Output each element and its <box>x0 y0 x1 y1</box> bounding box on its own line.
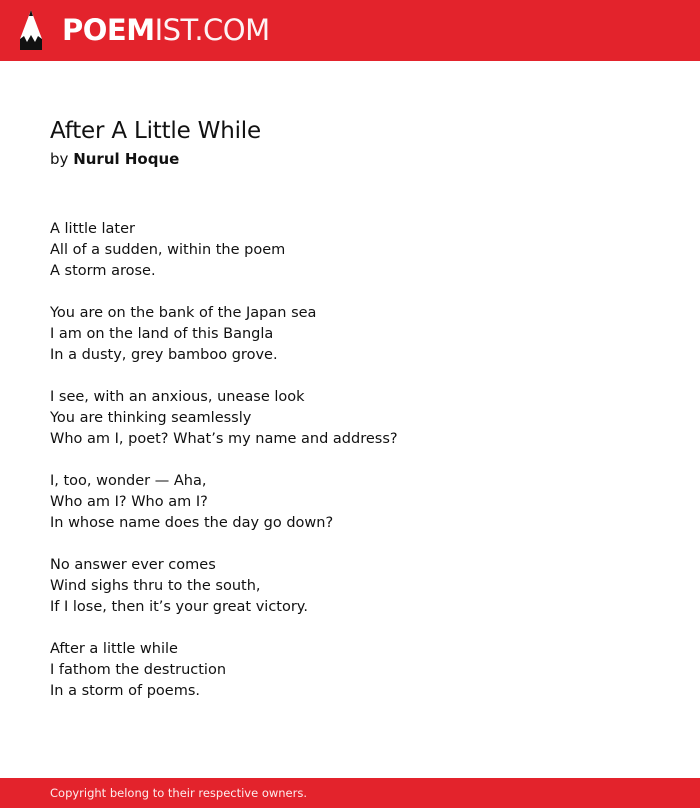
poem-line: I see, with an anxious, unease look <box>50 389 305 405</box>
poem-line: A storm arose. <box>50 263 156 279</box>
poem-line: You are thinking seamlessly <box>50 410 252 426</box>
stanza <box>50 219 650 282</box>
site-footer <box>0 778 700 808</box>
stanza <box>50 471 650 534</box>
poem-line: You are on the bank of the Japan sea <box>50 305 317 321</box>
poem-line: All of a sudden, within the poem <box>50 242 286 258</box>
poem-line: Who am I? Who am I? <box>50 494 208 510</box>
byline <box>50 149 179 169</box>
site-logo[interactable] <box>62 11 270 49</box>
logo-text-light: IST.COM <box>154 13 270 47</box>
poem-line: I, too, wonder — Aha, <box>50 473 207 489</box>
author-name: Nurul Hoque <box>73 150 180 168</box>
poem-line: I am on the land of this Bangla <box>50 326 274 342</box>
poem-line: In whose name does the day go down? <box>50 515 334 531</box>
poem-line: If I lose, then it’s your great victory. <box>50 599 308 615</box>
stanza <box>50 639 650 702</box>
pencil-icon <box>18 9 44 51</box>
poem-body <box>50 219 650 723</box>
stanza <box>50 303 650 366</box>
poem-line: After a little while <box>50 641 178 657</box>
poem-line: Wind sighs thru to the south, <box>50 578 261 594</box>
stanza <box>50 555 650 618</box>
stanza <box>50 387 650 450</box>
by-label: by <box>50 150 69 168</box>
poem-line: A little later <box>50 221 135 237</box>
poem-title: After A Little While <box>50 118 261 144</box>
poem-line: I fathom the destruction <box>50 662 227 678</box>
poem-line: No answer ever comes <box>50 557 216 573</box>
poem-line: Who am I, poet? What’s my name and address? <box>50 431 398 447</box>
copyright-text: Copyright belong to their respective owners. <box>50 786 308 800</box>
poem-line: In a storm of poems. <box>50 683 200 699</box>
logo-text-bold: POEM <box>62 13 155 47</box>
site-header <box>0 0 700 61</box>
poem-line: In a dusty, grey bamboo grove. <box>50 347 278 363</box>
